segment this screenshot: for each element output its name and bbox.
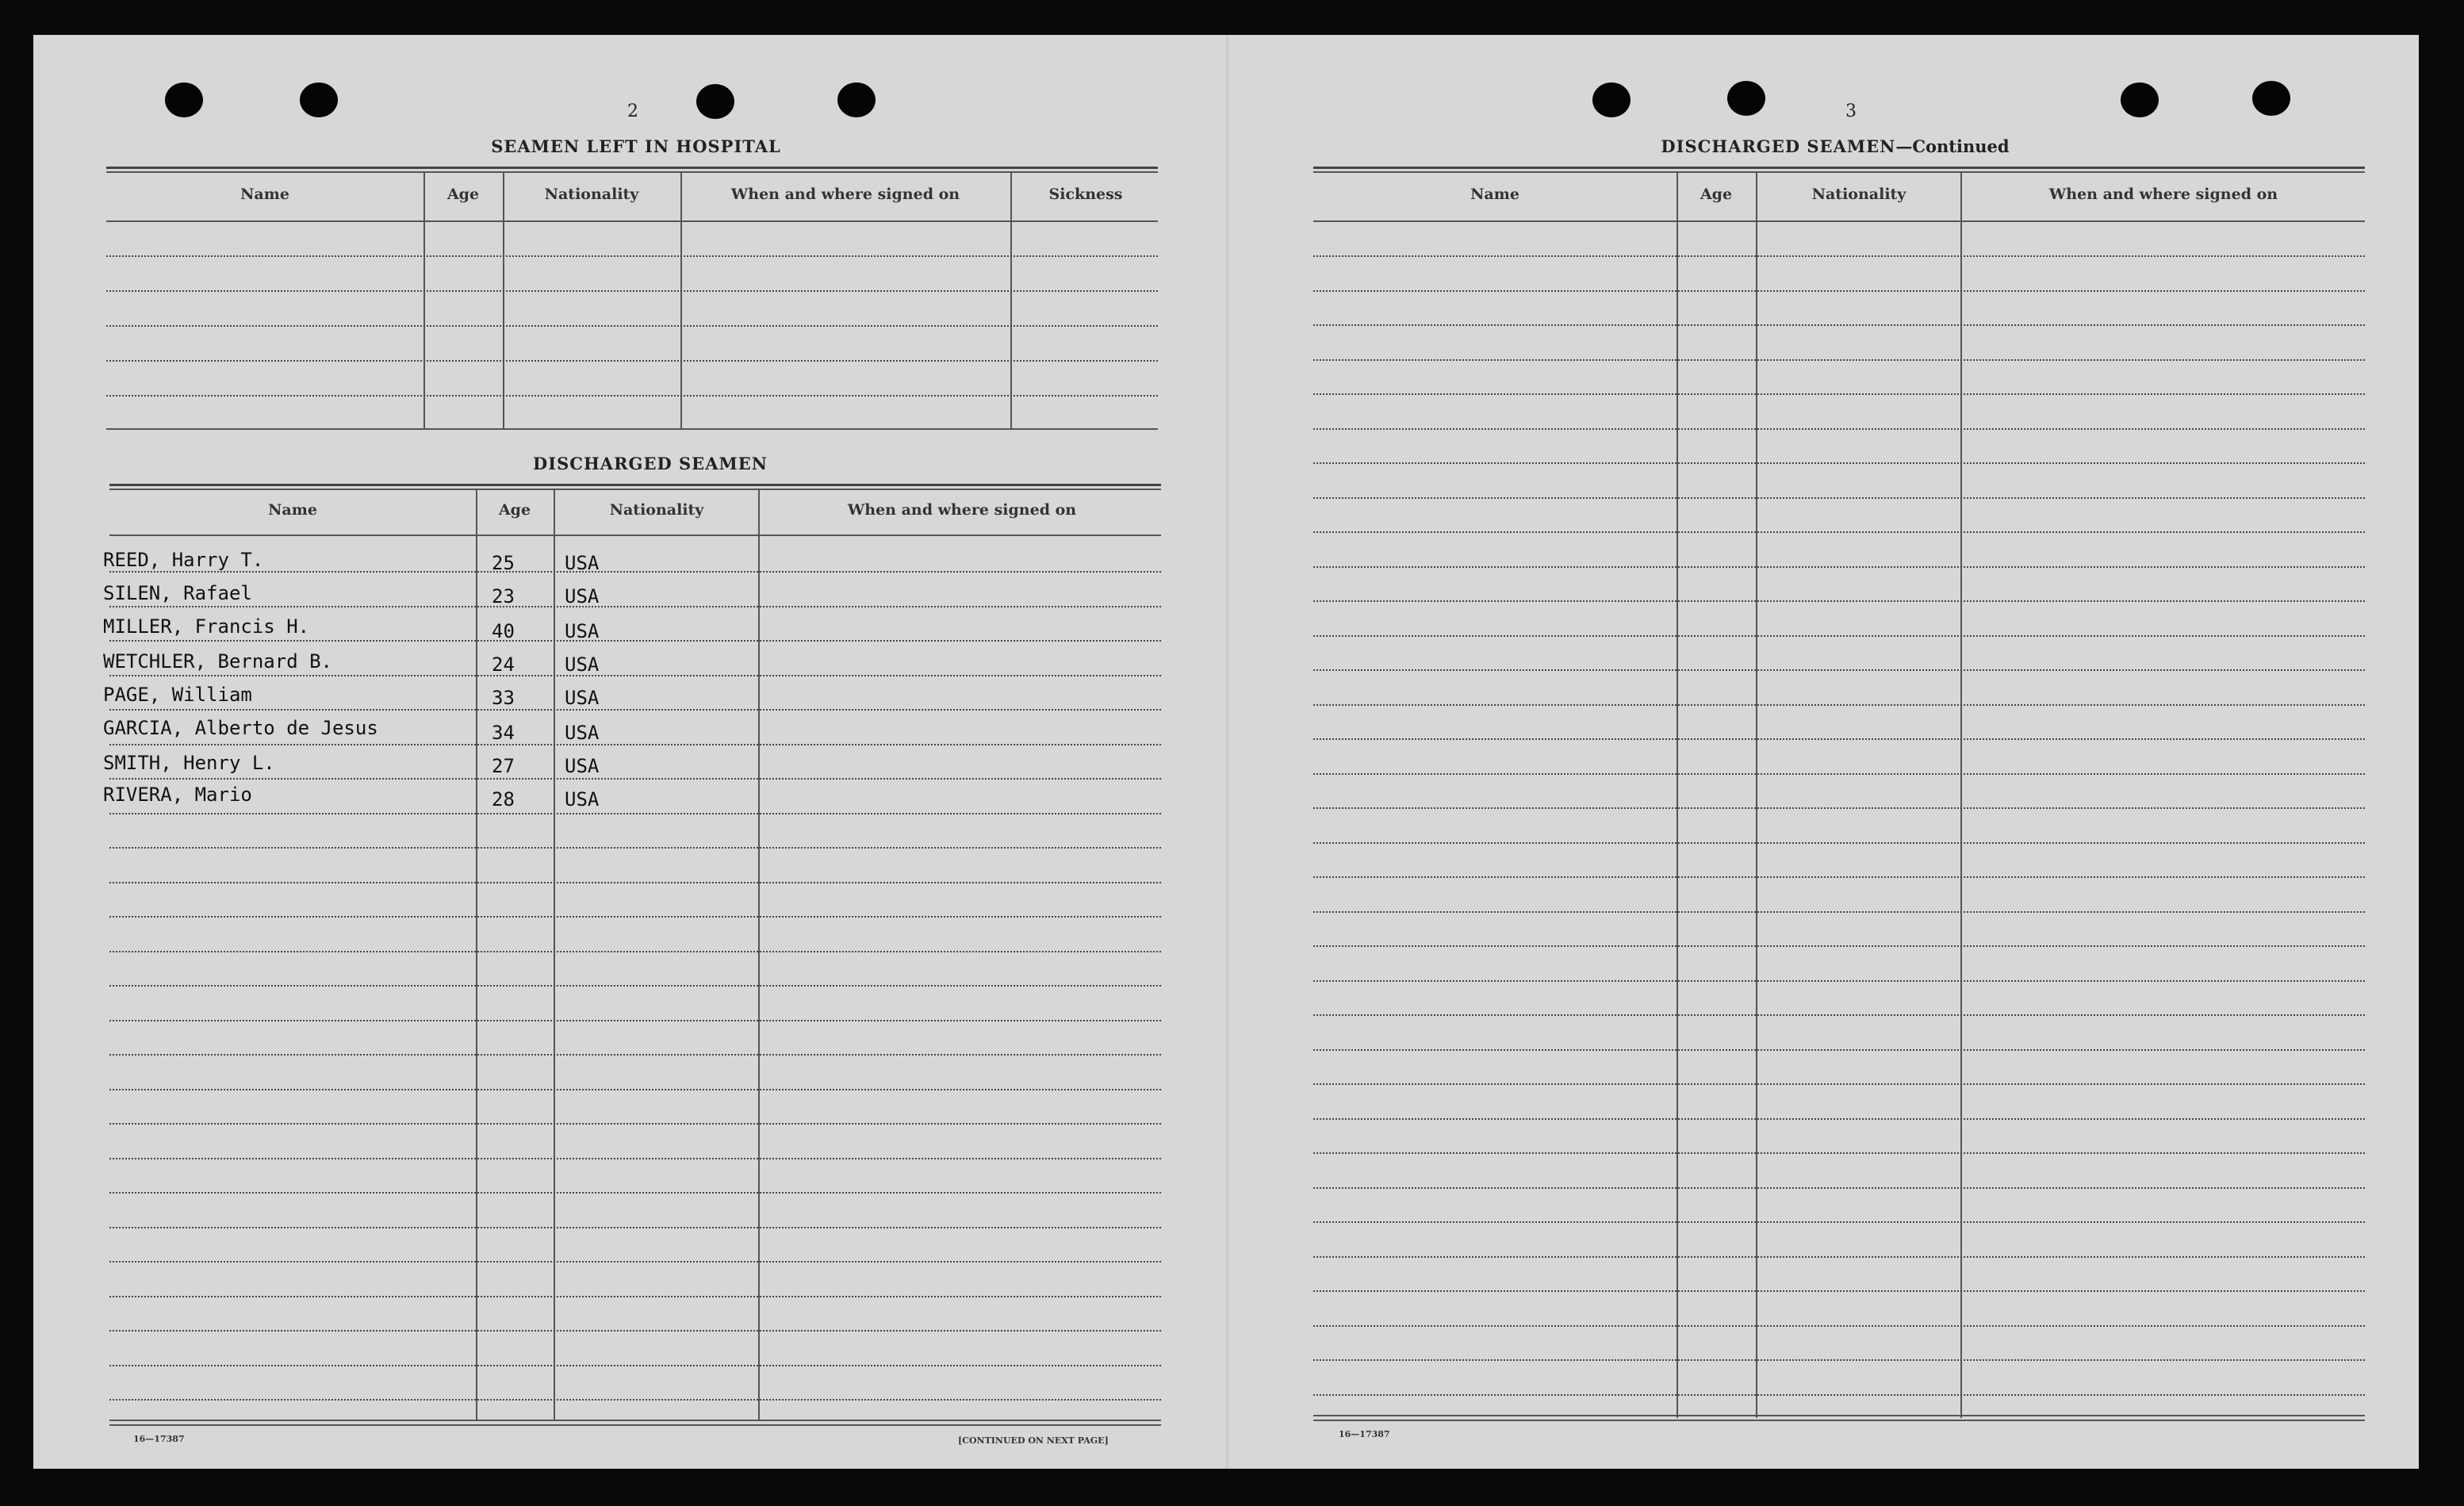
column-header-sickness: Sickness bbox=[1048, 186, 1123, 203]
column-header-name: Name bbox=[268, 501, 317, 519]
seaman-nationality: USA bbox=[565, 653, 600, 676]
entry-line bbox=[109, 1399, 1161, 1401]
entry-line bbox=[109, 1020, 1161, 1021]
column-header-age: Age bbox=[1700, 186, 1733, 203]
entry-line bbox=[1313, 704, 2365, 706]
column-header-rule bbox=[1313, 220, 2365, 222]
entry-line bbox=[109, 709, 1161, 711]
entry-line bbox=[1313, 1221, 2365, 1223]
entry-line bbox=[109, 985, 1161, 987]
entry-line bbox=[109, 1054, 1161, 1056]
entry-line bbox=[109, 1330, 1161, 1332]
entry-line bbox=[1313, 566, 2365, 568]
column-header-nationality: Nationality bbox=[609, 501, 704, 519]
entry-line bbox=[109, 1261, 1161, 1263]
entry-line bbox=[109, 813, 1161, 814]
entry-line bbox=[109, 1158, 1161, 1159]
column-header-signed-on: When and where signed on bbox=[2048, 186, 2278, 203]
entry-line bbox=[1313, 531, 2365, 533]
seaman-nationality: USA bbox=[565, 722, 600, 744]
entry-line bbox=[1313, 497, 2365, 499]
entry-line bbox=[109, 571, 1161, 573]
punch-hole bbox=[165, 82, 203, 117]
discharged-section-title: DISCHARGED SEAMEN bbox=[533, 454, 768, 473]
column-divider bbox=[476, 489, 477, 1421]
form-number: 16—17387 bbox=[1339, 1429, 1390, 1439]
entry-line bbox=[1313, 1325, 2365, 1327]
entry-line bbox=[1313, 669, 2365, 671]
column-header-nationality: Nationality bbox=[1811, 186, 1906, 203]
entry-line bbox=[106, 325, 1158, 327]
entry-line bbox=[109, 1089, 1161, 1090]
punch-hole bbox=[1727, 81, 1765, 116]
seaman-nationality: USA bbox=[565, 788, 600, 810]
column-header-signed-on: When and where signed on bbox=[847, 501, 1077, 519]
table-bottom-rule bbox=[109, 1420, 1161, 1421]
seaman-nationality: USA bbox=[565, 687, 600, 709]
entry-line bbox=[1313, 1083, 2365, 1085]
seaman-name: RIVERA, Mario bbox=[103, 784, 252, 806]
header-rule bbox=[106, 167, 1158, 169]
entry-line bbox=[1313, 290, 2365, 292]
punch-hole bbox=[2252, 81, 2290, 116]
entry-line bbox=[106, 395, 1158, 397]
entry-line bbox=[109, 882, 1161, 883]
section-title: DISCHARGED SEAMEN bbox=[1661, 136, 1896, 156]
entry-line bbox=[106, 290, 1158, 292]
entry-line bbox=[1313, 911, 2365, 913]
continued-note: [CONTINUED ON NEXT PAGE] bbox=[958, 1435, 1109, 1446]
entry-line bbox=[1313, 1187, 2365, 1189]
seaman-age: 27 bbox=[492, 755, 515, 777]
entry-line bbox=[1313, 1256, 2365, 1258]
entry-line bbox=[109, 1227, 1161, 1228]
entry-line bbox=[1313, 738, 2365, 740]
entry-line bbox=[1313, 1118, 2365, 1120]
seaman-age: 33 bbox=[492, 687, 515, 709]
entry-line bbox=[1313, 876, 2365, 878]
continued-suffix: —Continued bbox=[1895, 136, 2010, 156]
entry-line bbox=[109, 640, 1161, 642]
entry-line bbox=[1313, 428, 2365, 430]
seaman-name: GARCIA, Alberto de Jesus bbox=[103, 717, 378, 739]
column-header-name: Name bbox=[240, 186, 289, 203]
entry-line bbox=[109, 1192, 1161, 1194]
punch-hole bbox=[837, 82, 876, 117]
entry-line bbox=[1313, 1014, 2365, 1016]
column-divider bbox=[1010, 171, 1012, 430]
entry-line bbox=[1313, 635, 2365, 637]
entry-line bbox=[1313, 1394, 2365, 1396]
table-bottom-rule bbox=[1313, 1415, 2365, 1416]
column-header-rule bbox=[109, 535, 1161, 536]
seaman-name: SILEN, Rafael bbox=[103, 582, 252, 604]
entry-line bbox=[1313, 462, 2365, 464]
seaman-age: 25 bbox=[492, 552, 515, 574]
entry-line bbox=[1313, 1152, 2365, 1154]
entry-line bbox=[109, 606, 1161, 607]
header-rule bbox=[109, 484, 1161, 486]
column-divider bbox=[758, 489, 760, 1421]
punch-hole bbox=[2121, 82, 2159, 117]
table-bottom-rule bbox=[109, 1424, 1161, 1426]
seaman-name: REED, Harry T. bbox=[103, 549, 264, 571]
seaman-name: PAGE, William bbox=[103, 684, 252, 706]
entry-line bbox=[109, 1296, 1161, 1297]
column-header-name: Name bbox=[1470, 186, 1519, 203]
column-divider bbox=[503, 171, 504, 430]
entry-line bbox=[109, 1365, 1161, 1366]
entry-line bbox=[109, 916, 1161, 918]
column-header-rule bbox=[106, 220, 1158, 222]
header-rule bbox=[109, 489, 1161, 490]
entry-line bbox=[106, 255, 1158, 257]
entry-line bbox=[1313, 359, 2365, 361]
table-bottom-rule bbox=[1313, 1420, 2365, 1421]
seaman-nationality: USA bbox=[565, 552, 600, 574]
entry-line bbox=[1313, 1049, 2365, 1051]
page-number: 3 bbox=[1845, 102, 1857, 121]
entry-line bbox=[1313, 255, 2365, 257]
entry-line bbox=[1313, 945, 2365, 947]
entry-line bbox=[1313, 842, 2365, 844]
column-header-nationality: Nationality bbox=[544, 186, 639, 203]
seaman-nationality: USA bbox=[565, 620, 600, 642]
entry-line bbox=[106, 360, 1158, 362]
column-divider bbox=[1960, 171, 1962, 1418]
seaman-age: 28 bbox=[492, 788, 515, 810]
seaman-nationality: USA bbox=[565, 755, 600, 777]
column-divider bbox=[1677, 171, 1678, 1418]
header-rule bbox=[1313, 171, 2365, 173]
right-page bbox=[1229, 35, 2419, 1469]
discharged-continued-title bbox=[1661, 136, 2009, 156]
entry-line bbox=[1313, 807, 2365, 809]
hospital-section-title: SEAMEN LEFT IN HOSPITAL bbox=[491, 136, 781, 156]
section-bottom-rule bbox=[106, 428, 1158, 430]
left-page bbox=[33, 35, 1229, 1469]
seaman-age: 23 bbox=[492, 585, 515, 607]
entry-line bbox=[109, 847, 1161, 849]
column-header-signed-on: When and where signed on bbox=[730, 186, 960, 203]
entry-line bbox=[1313, 600, 2365, 602]
seaman-age: 40 bbox=[492, 620, 515, 642]
form-number: 16—17387 bbox=[133, 1434, 185, 1444]
entry-line bbox=[109, 744, 1161, 745]
seaman-nationality: USA bbox=[565, 585, 600, 607]
seaman-name: WETCHLER, Bernard B. bbox=[103, 650, 332, 673]
column-divider bbox=[423, 171, 425, 430]
punch-hole bbox=[696, 84, 734, 119]
column-header-age: Age bbox=[498, 501, 531, 519]
page-number: 2 bbox=[627, 102, 638, 121]
entry-line bbox=[109, 675, 1161, 676]
entry-line bbox=[1313, 324, 2365, 326]
entry-line bbox=[1313, 980, 2365, 982]
entry-line bbox=[109, 778, 1161, 780]
punch-hole bbox=[1592, 82, 1631, 117]
punch-hole bbox=[300, 82, 338, 117]
entry-line bbox=[109, 951, 1161, 952]
header-rule bbox=[106, 171, 1158, 173]
column-divider bbox=[554, 489, 555, 1421]
seaman-age: 34 bbox=[492, 722, 515, 744]
column-divider bbox=[1756, 171, 1757, 1418]
column-header-age: Age bbox=[446, 186, 480, 203]
seaman-age: 24 bbox=[492, 653, 515, 676]
seaman-name: MILLER, Francis H. bbox=[103, 615, 310, 638]
entry-line bbox=[109, 1123, 1161, 1125]
entry-line bbox=[1313, 393, 2365, 395]
entry-line bbox=[1313, 1290, 2365, 1292]
entry-line bbox=[1313, 1359, 2365, 1361]
header-rule bbox=[1313, 167, 2365, 169]
entry-line bbox=[1313, 773, 2365, 775]
seaman-name: SMITH, Henry L. bbox=[103, 752, 275, 774]
column-divider bbox=[680, 171, 682, 430]
